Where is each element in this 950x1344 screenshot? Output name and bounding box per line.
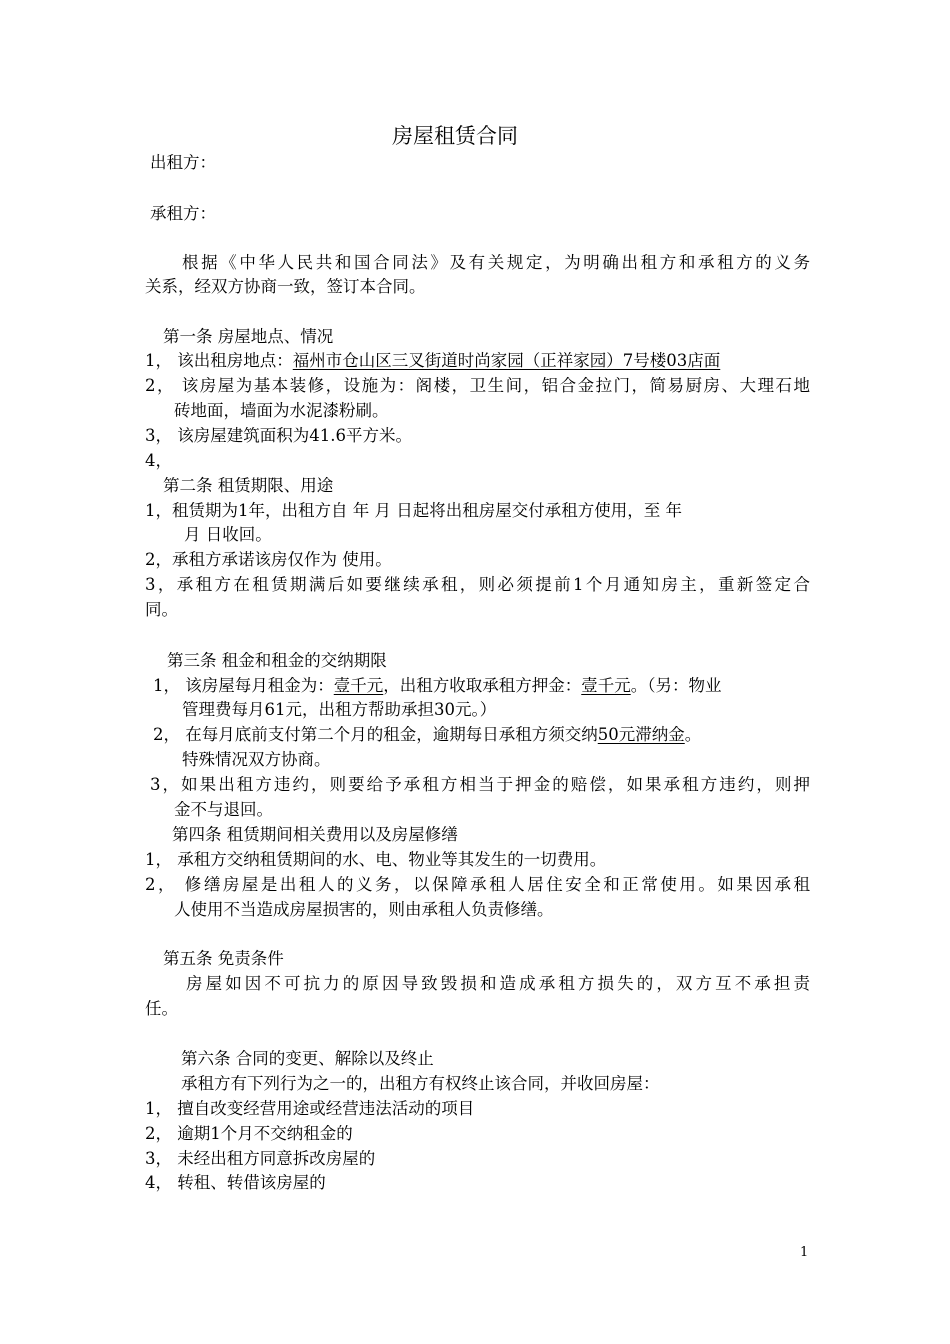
lessee-label: 承租方：: [150, 204, 216, 223]
article-5-body-line-2: 任。: [145, 999, 178, 1018]
monthly-rent: 壹千元: [333, 676, 384, 695]
late-fee: 50元滞纳金: [597, 725, 685, 744]
article-3-item-2-line-2: 特殊情况双方协商。: [182, 750, 331, 769]
article-6-item: 1， 擅自改变经营用途或经营违法活动的项目: [145, 1099, 475, 1118]
article-3-item-2-text-b: 。: [684, 725, 702, 744]
article-4-item-1: 1， 承租方交纳租赁期间的水、电、物业等其发生的一切费用。: [145, 850, 607, 869]
lessor-label: 出租方：: [150, 153, 216, 172]
article-6-item: 2， 逾期1个月不交纳租金的: [145, 1124, 353, 1143]
article-2-item-1-line-2: 月 日收回。: [184, 525, 272, 544]
article-1-item-1: [145, 348, 810, 373]
article-2-item-3-line-2: 同。: [145, 600, 178, 619]
article-3-item-3-line-2: 金不与退回。: [174, 800, 273, 819]
article-1-item-3: 3， 该房屋建筑面积为41.6平方米。: [145, 426, 412, 445]
article-1-item-1-text: 1， 该出租房地点：: [145, 351, 293, 370]
property-address: 福州市仓山区三叉街道时尚家园（正祥家园）7号楼03店面: [292, 351, 721, 370]
article-2-item-2: 2，承租方承诺该房仅作为 使用。: [145, 550, 392, 569]
article-3-item-1-text-c: 。（另：物业: [630, 676, 722, 695]
article-6-item: 3， 未经出租方同意拆改房屋的: [145, 1149, 376, 1168]
article-2-item-3-line-1: 3，承租方在租赁期满后如要继续承租，则必须提前1个月通知房主，重新签定合: [145, 575, 810, 594]
article-3-item-1: [153, 673, 818, 698]
page-number: 1: [800, 1245, 809, 1260]
article-2-item-1-line-1: 1，租赁期为1年，出租方自 年 月 日起将出租房屋交付承租方使用，至 年: [145, 501, 682, 520]
article-3-heading: 第三条 租金和租金的交纳期限: [167, 651, 387, 670]
article-6-item: 4， 转租、转借该房屋的: [145, 1173, 326, 1192]
article-5-heading: 第五条 免责条件: [163, 949, 284, 968]
article-3-item-2-text-a: 2， 在每月底前支付第二个月的租金，逾期每日承租方须交纳: [153, 725, 598, 744]
article-3-item-3-line-1: 3，如果出租方违约，则要给予承租方相当于押金的赔偿，如果承租方违约，则押: [150, 775, 810, 794]
article-1-item-2-line-1: 2， 该房屋为基本装修，设施为：阁楼，卫生间，铝合金拉门，简易厨房、大理石地: [145, 376, 810, 395]
document-title: 房屋租赁合同: [392, 124, 518, 148]
article-1-item-4: 4，: [145, 451, 172, 470]
article-5-body-line-1: 房屋如因不可抗力的原因导致毁损和造成承租方损失的，双方互不承担责: [186, 974, 810, 993]
deposit-amount: 壹千元: [581, 676, 631, 695]
article-6-heading: 第六条 合同的变更、解除以及终止: [181, 1049, 434, 1068]
article-3-item-1-text-a: 1， 该房屋每月租金为：: [153, 676, 334, 695]
intro-line-1: 根据《中华人民共和国合同法》及有关规定，为明确出租方和承租方的义务: [182, 253, 810, 272]
article-3-item-1-text-b: ，出租方收取承租方押金：: [383, 676, 582, 695]
article-4-item-2-line-1: 2， 修缮房屋是出租人的义务，以保障承租人居住安全和正常使用。如果因承租: [145, 875, 810, 894]
article-4-item-2-line-2: 人使用不当造成房屋损害的，则由承租人负责修缮。: [174, 900, 554, 919]
article-3-item-1-line-2: 管理费每月61元，出租方帮助承担30元。）: [182, 700, 497, 719]
article-1-heading: 第一条 房屋地点、情况: [163, 327, 334, 346]
article-6-intro: 承租方有下列行为之一的，出租方有权终止该合同，并收回房屋：: [181, 1074, 660, 1093]
article-1-item-2-line-2: 砖地面，墙面为水泥漆粉刷。: [174, 401, 389, 420]
intro-line-2: 关系，经双方协商一致，签订本合同。: [145, 277, 426, 296]
article-4-heading: 第四条 租赁期间相关费用以及房屋修缮: [172, 825, 458, 844]
article-3-item-2: [153, 722, 818, 747]
article-2-heading: 第二条 租赁期限、用途: [163, 476, 334, 495]
